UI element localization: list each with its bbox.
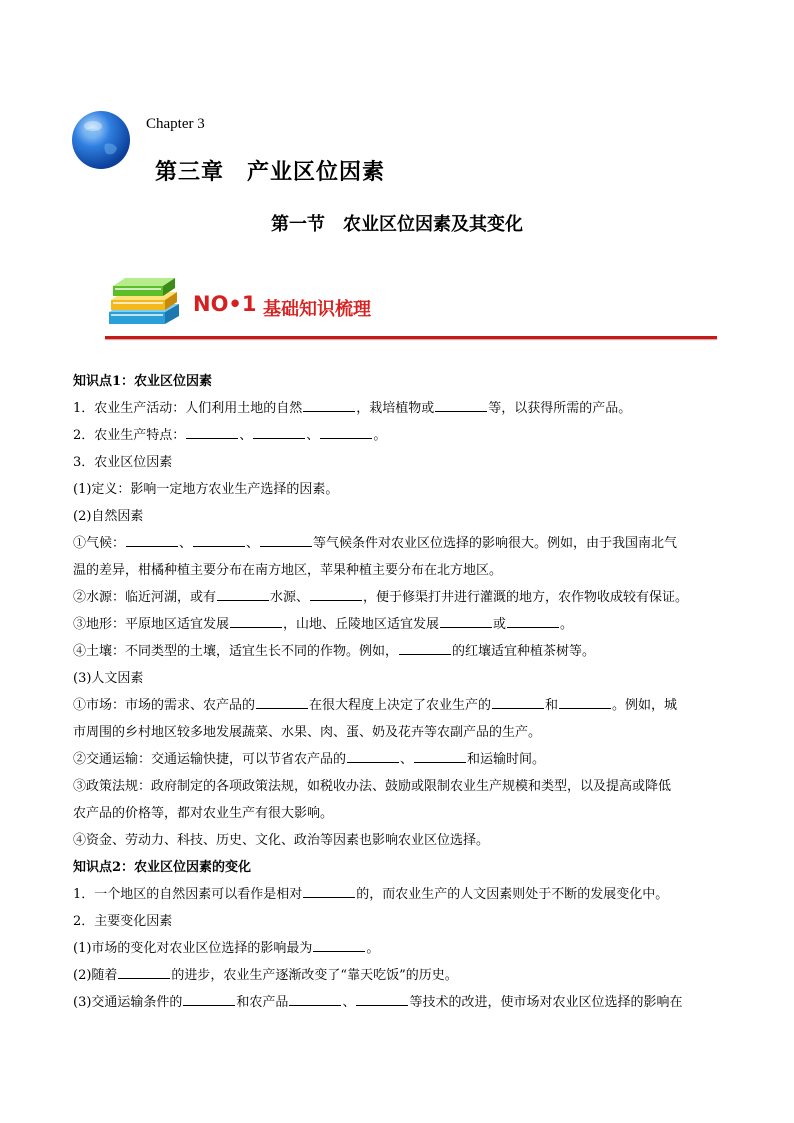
- banner-number: NO•1: [193, 292, 257, 316]
- content-line: [73, 908, 725, 935]
- text-segment: ②水源：临近河湖，或有: [73, 590, 217, 605]
- text-segment: 知识点2：农业区位因素的变化: [73, 860, 252, 875]
- text-segment: 和: [545, 698, 559, 713]
- text-segment: 。例如，城: [612, 698, 678, 713]
- text-segment: 温的差异，柑橘种植主要分布在南方地区，苹果种植主要分布在北方地区。: [73, 563, 503, 578]
- text-segment: 的，而农业生产的人文因素则处于不断的发展变化中。: [356, 887, 669, 902]
- text-segment: 1．一个地区的自然因素可以看作是相对: [73, 887, 303, 902]
- fill-in-blank[interactable]: [303, 883, 355, 898]
- text-segment: ，便于修渠打井进行灌溉的地方，农作物收成较有保证。: [363, 590, 689, 605]
- content-line: [73, 503, 725, 530]
- content-line: [73, 881, 725, 908]
- text-segment: 2．农业生产特点：: [73, 428, 186, 443]
- text-segment: 。: [366, 941, 380, 956]
- content-line: [73, 800, 725, 827]
- fill-in-blank[interactable]: [186, 424, 238, 439]
- content-line: [73, 989, 725, 1016]
- content-line: [73, 827, 725, 854]
- text-segment: 等气候条件对农业区位选择的影响很大。例如，由于我国南北气: [313, 536, 678, 551]
- text-segment: 的进步，农业生产逐渐改变了“靠天吃饭”的历史。: [171, 968, 458, 983]
- text-segment: 、: [342, 995, 356, 1010]
- fill-in-blank[interactable]: [310, 586, 362, 601]
- content-line: [73, 665, 725, 692]
- text-segment: (3)人文因素: [73, 671, 144, 686]
- content-line: [73, 638, 725, 665]
- text-segment: (1)定义：影响一定地方农业生产选择的因素。: [73, 482, 339, 497]
- text-segment: 等技术的改进，使市场对农业区位选择的影响在: [409, 995, 683, 1010]
- fill-in-blank[interactable]: [289, 991, 341, 1006]
- content-line: [73, 719, 725, 746]
- content-line: [73, 746, 725, 773]
- text-segment: (3)交通运输条件的: [73, 995, 183, 1010]
- fill-in-blank[interactable]: [256, 694, 308, 709]
- fill-in-blank[interactable]: [414, 748, 466, 763]
- text-segment: 1．农业生产活动：人们利用土地的自然: [73, 401, 303, 416]
- fill-in-blank[interactable]: [507, 613, 559, 628]
- text-segment: 和农产品: [236, 995, 289, 1010]
- globe-logo-icon: [71, 110, 131, 170]
- content-line: [73, 395, 725, 422]
- fill-in-blank[interactable]: [559, 694, 611, 709]
- text-segment: 、: [400, 752, 414, 767]
- fill-in-blank[interactable]: [253, 424, 305, 439]
- fill-in-blank[interactable]: [303, 397, 355, 412]
- text-segment: 市周围的乡村地区较多地发展蔬菜、水果、肉、蛋、奶及花卉等农副产品的生产。: [73, 725, 542, 740]
- section-title: [0, 210, 794, 236]
- text-segment: (1)市场的变化对农业区位选择的影响最为: [73, 941, 313, 956]
- text-segment: 2．主要变化因素: [73, 914, 173, 929]
- section-banner: [105, 262, 720, 344]
- text-segment: ①气候：: [73, 536, 126, 551]
- text-segment: 在很大程度上决定了农业生产的: [309, 698, 492, 713]
- content-line: [73, 692, 725, 719]
- text-segment: 。: [560, 617, 574, 632]
- text-segment: 、: [179, 536, 193, 551]
- content-line: [73, 530, 725, 557]
- content-line: [73, 611, 725, 638]
- text-segment: (2)随着: [73, 968, 118, 983]
- text-segment: 3．农业区位因素: [73, 455, 173, 470]
- text-segment: 、: [246, 536, 260, 551]
- fill-in-blank[interactable]: [126, 532, 178, 547]
- text-segment: 、: [239, 428, 253, 443]
- fill-in-blank[interactable]: [118, 964, 170, 979]
- text-segment: 农产品的价格等，都对农业生产有很大影响。: [73, 806, 334, 821]
- text-segment: ④土壤：不同类型的土壤，适宜生长不同的作物。例如，: [73, 644, 399, 659]
- fill-in-blank[interactable]: [183, 991, 235, 1006]
- text-segment: 的红壤适宜种植茶树等。: [452, 644, 596, 659]
- content-line: [73, 449, 725, 476]
- text-segment: 知识点1：农业区位因素: [73, 374, 213, 389]
- text-segment: 和运输时间。: [467, 752, 546, 767]
- content-line: [73, 935, 725, 962]
- fill-in-blank[interactable]: [260, 532, 312, 547]
- chapter-label: Chapter 3: [146, 116, 205, 132]
- text-segment: ④资金、劳动力、科技、历史、文化、政治等因素也影响农业区位选择。: [73, 833, 490, 848]
- text-segment: ①市场：市场的需求、农产品的: [73, 698, 256, 713]
- books-icon: [105, 268, 185, 328]
- content-line: [73, 773, 725, 800]
- content-line: [73, 476, 725, 503]
- fill-in-blank[interactable]: [356, 991, 408, 1006]
- text-segment: 等，以获得所需的产品。: [488, 401, 632, 416]
- content-line: [73, 962, 725, 989]
- fill-in-blank[interactable]: [217, 586, 269, 601]
- text-segment: ，栽培植物或: [356, 401, 435, 416]
- text-segment: 水源、: [270, 590, 310, 605]
- banner-title: 基础知识梳理: [263, 299, 371, 320]
- fill-in-blank[interactable]: [399, 640, 451, 655]
- fill-in-blank[interactable]: [347, 748, 399, 763]
- fill-in-blank[interactable]: [440, 613, 492, 628]
- worksheet-content: [73, 368, 725, 1016]
- section-title-text: 第一节 农业区位因素及其变化: [271, 214, 523, 235]
- fill-in-blank[interactable]: [193, 532, 245, 547]
- fill-in-blank[interactable]: [313, 937, 365, 952]
- text-segment: (2)自然因素: [73, 509, 144, 524]
- fill-in-blank[interactable]: [435, 397, 487, 412]
- text-segment: ②交通运输：交通运输快捷，可以节省农产品的: [73, 752, 347, 767]
- text-segment: ③地形：平原地区适宜发展: [73, 617, 230, 632]
- content-line: [73, 557, 725, 584]
- content-line: [73, 422, 725, 449]
- knowledge-point-heading: [73, 854, 725, 881]
- chapter-title: 第三章 产业区位因素: [155, 160, 386, 185]
- text-segment: ，山地、丘陵地区适宜发展: [283, 617, 440, 632]
- text-segment: 、: [306, 428, 320, 443]
- fill-in-blank[interactable]: [320, 424, 372, 439]
- text-segment: 。: [373, 428, 387, 443]
- knowledge-point-heading: [73, 368, 725, 395]
- fill-in-blank[interactable]: [492, 694, 544, 709]
- fill-in-blank[interactable]: [230, 613, 282, 628]
- text-segment: 或: [493, 617, 507, 632]
- content-line: [73, 584, 725, 611]
- text-segment: ③政策法规：政府制定的各项政策法规，如税收办法、鼓励或限制农业生产规模和类型，以及提高或降低: [73, 779, 672, 794]
- banner-divider: [105, 336, 717, 339]
